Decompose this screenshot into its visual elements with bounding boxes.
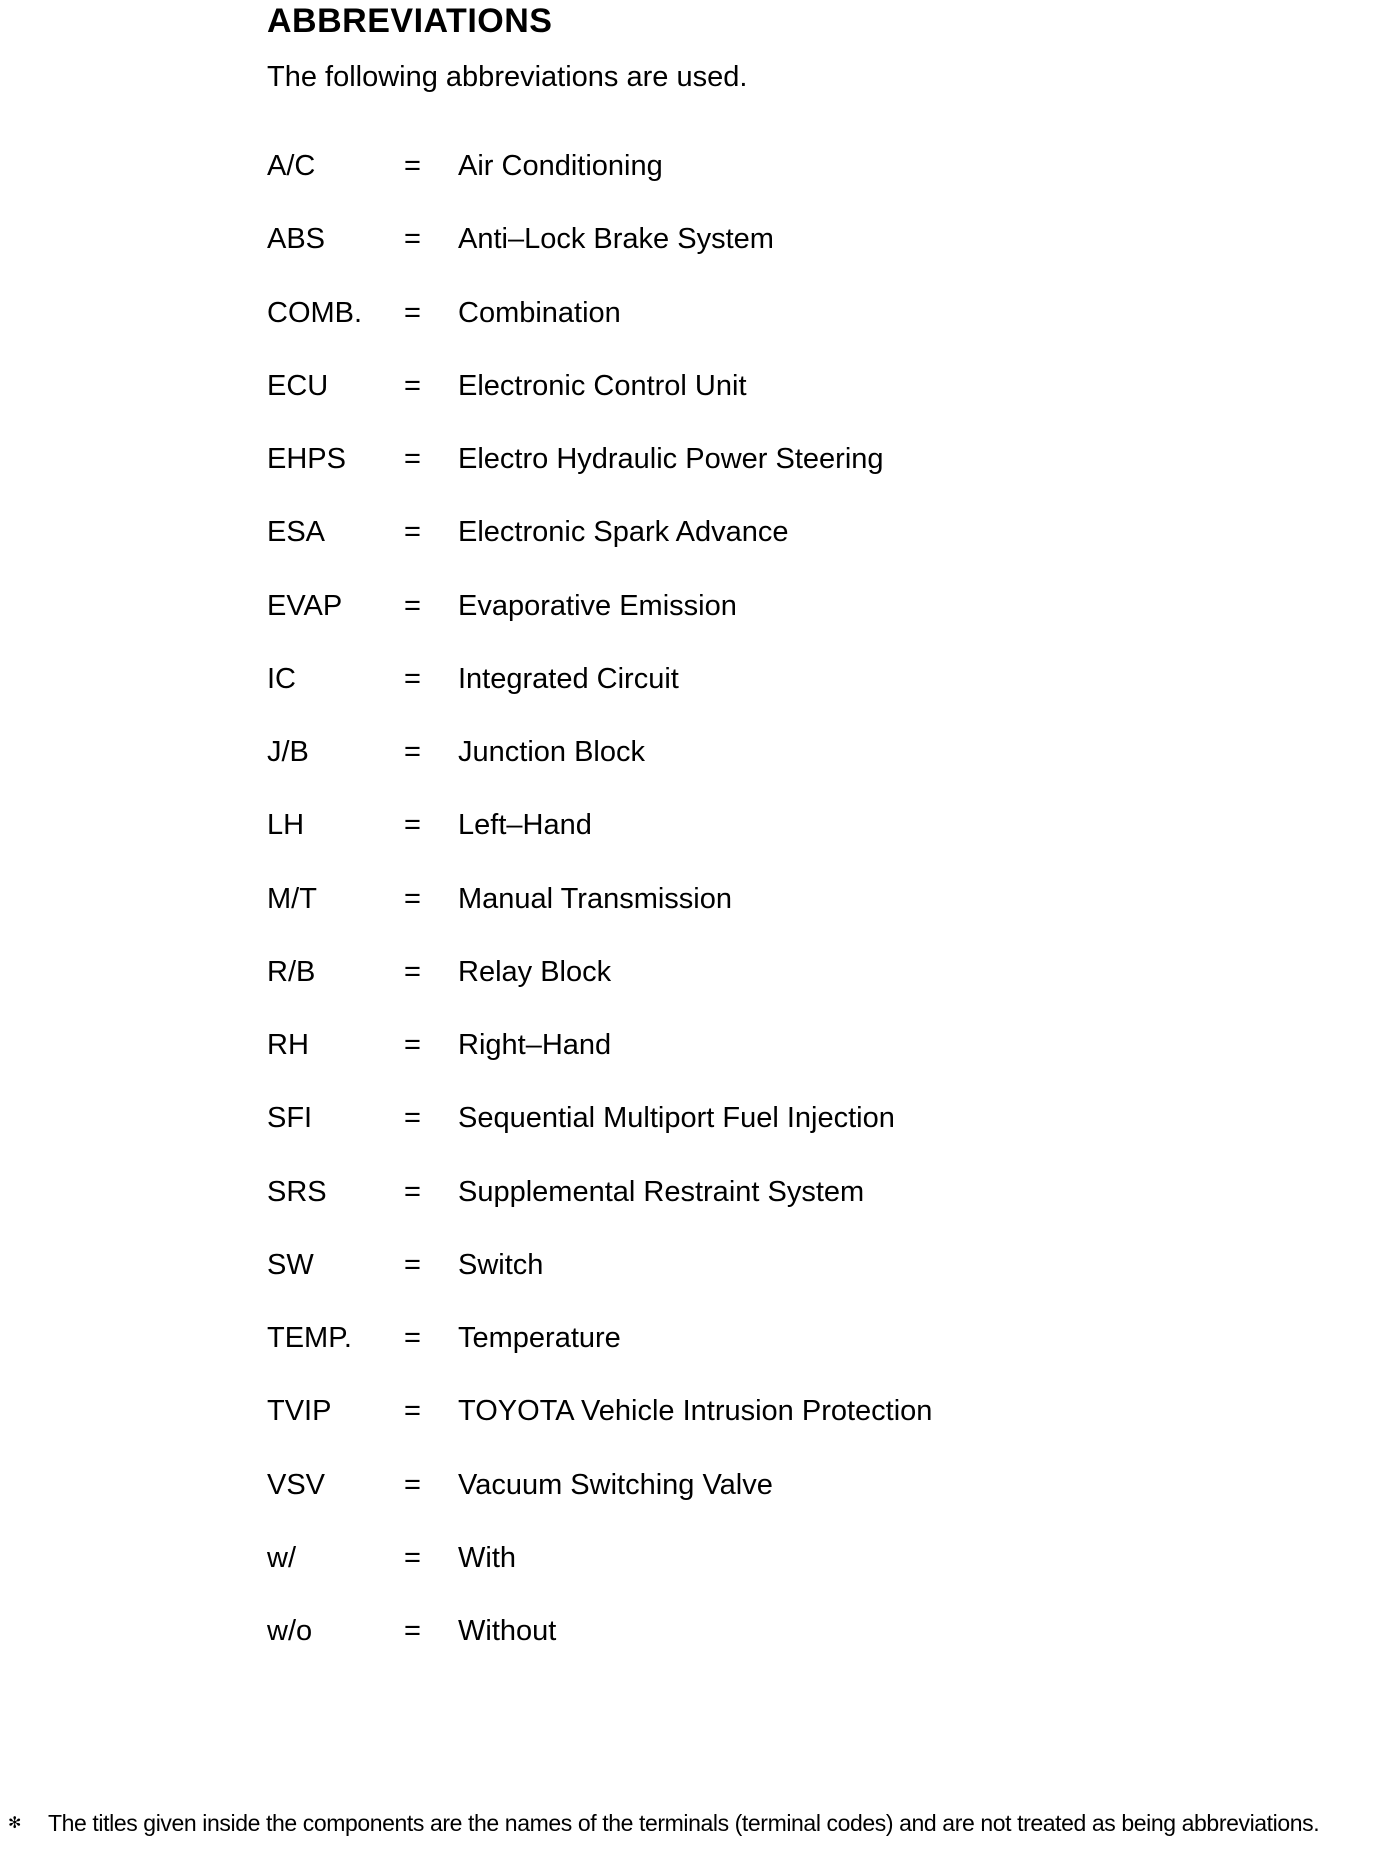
equals-sign: = xyxy=(404,1029,421,1061)
equals-sign: = xyxy=(404,809,421,842)
abbreviation-code: ABS xyxy=(267,223,326,256)
equals-sign: = xyxy=(404,1468,421,1501)
equals-sign: = xyxy=(404,516,421,549)
equals-sign: = xyxy=(404,1541,421,1574)
abbreviation-meaning: Manual Transmission xyxy=(458,882,732,915)
abbreviation-meaning: Electro Hydraulic Power Steering xyxy=(458,443,884,475)
abbreviation-code: EVAP xyxy=(267,589,343,622)
abbreviation-meaning: Anti–Lock Brake System xyxy=(458,223,774,256)
equals-sign: = xyxy=(404,296,421,329)
abbreviation-meaning: Left–Hand xyxy=(458,809,592,842)
abbreviation-code: IC xyxy=(267,662,296,695)
abbreviation-meaning: Electronic Control Unit xyxy=(458,369,747,402)
abbreviation-code: SRS xyxy=(267,1175,327,1208)
abbreviation-meaning: Evaporative Emission xyxy=(458,589,737,622)
equals-sign: = xyxy=(404,662,421,695)
equals-sign: = xyxy=(404,955,421,988)
equals-sign: = xyxy=(404,150,421,182)
page-title: ABBREVIATIONS xyxy=(267,2,553,40)
equals-sign: = xyxy=(404,1248,421,1281)
abbreviation-code: VSV xyxy=(267,1468,326,1501)
footnote-text: The titles given inside the components are the names of the terminals (terminal codes) and are not treated as being abbreviations. xyxy=(48,1810,1320,1836)
abbreviation-meaning: Switch xyxy=(458,1248,544,1281)
equals-sign: = xyxy=(404,443,421,475)
abbreviation-code: LH xyxy=(267,809,305,842)
abbreviation-code: w/ xyxy=(267,1541,296,1574)
abbreviation-meaning: Air Conditioning xyxy=(458,150,663,182)
equals-sign: = xyxy=(404,882,421,915)
asterisk-icon: ✻ xyxy=(8,1815,22,1832)
abbreviation-code: ESA xyxy=(267,516,326,549)
abbreviation-code: SFI xyxy=(267,1102,313,1135)
abbreviation-meaning: Integrated Circuit xyxy=(458,662,679,695)
abbreviation-code: TEMP. xyxy=(267,1322,352,1354)
abbreviation-code: TVIP xyxy=(267,1395,332,1428)
abbreviation-meaning: Temperature xyxy=(458,1322,621,1354)
equals-sign: = xyxy=(404,1322,421,1354)
abbreviation-code: ECU xyxy=(267,369,329,402)
abbreviation-meaning: Right–Hand xyxy=(458,1029,612,1061)
abbreviation-code: COMB. xyxy=(267,296,363,329)
abbreviation-meaning: Supplemental Restraint System xyxy=(458,1175,865,1208)
equals-sign: = xyxy=(404,223,421,256)
intro-text: The following abbreviations are used. xyxy=(267,61,748,93)
abbreviation-meaning: TOYOTA Vehicle Intrusion Protection xyxy=(458,1395,933,1428)
abbreviation-code: SW xyxy=(267,1248,314,1281)
abbreviation-code: M/T xyxy=(267,882,317,915)
equals-sign: = xyxy=(404,1615,421,1647)
abbreviation-meaning: Vacuum Switching Valve xyxy=(458,1468,773,1501)
equals-sign: = xyxy=(404,1102,421,1135)
equals-sign: = xyxy=(404,1395,421,1428)
abbreviation-code: J/B xyxy=(267,736,309,768)
abbreviation-code: RH xyxy=(267,1029,309,1061)
abbreviation-meaning: Relay Block xyxy=(458,955,612,988)
abbreviation-code: A/C xyxy=(267,150,316,182)
abbreviation-meaning: Without xyxy=(458,1615,557,1647)
abbreviation-meaning: Combination xyxy=(458,296,621,329)
abbreviation-code: w/o xyxy=(267,1615,313,1647)
abbreviation-meaning: Sequential Multiport Fuel Injection xyxy=(458,1102,895,1135)
equals-sign: = xyxy=(404,369,421,402)
abbreviation-meaning: Junction Block xyxy=(458,736,645,768)
equals-sign: = xyxy=(404,736,421,768)
abbreviation-meaning: Electronic Spark Advance xyxy=(458,516,789,549)
abbreviation-code: R/B xyxy=(267,955,316,988)
abbreviation-code: EHPS xyxy=(267,443,346,475)
abbreviation-meaning: With xyxy=(458,1541,516,1574)
equals-sign: = xyxy=(404,1175,421,1208)
equals-sign: = xyxy=(404,589,421,622)
